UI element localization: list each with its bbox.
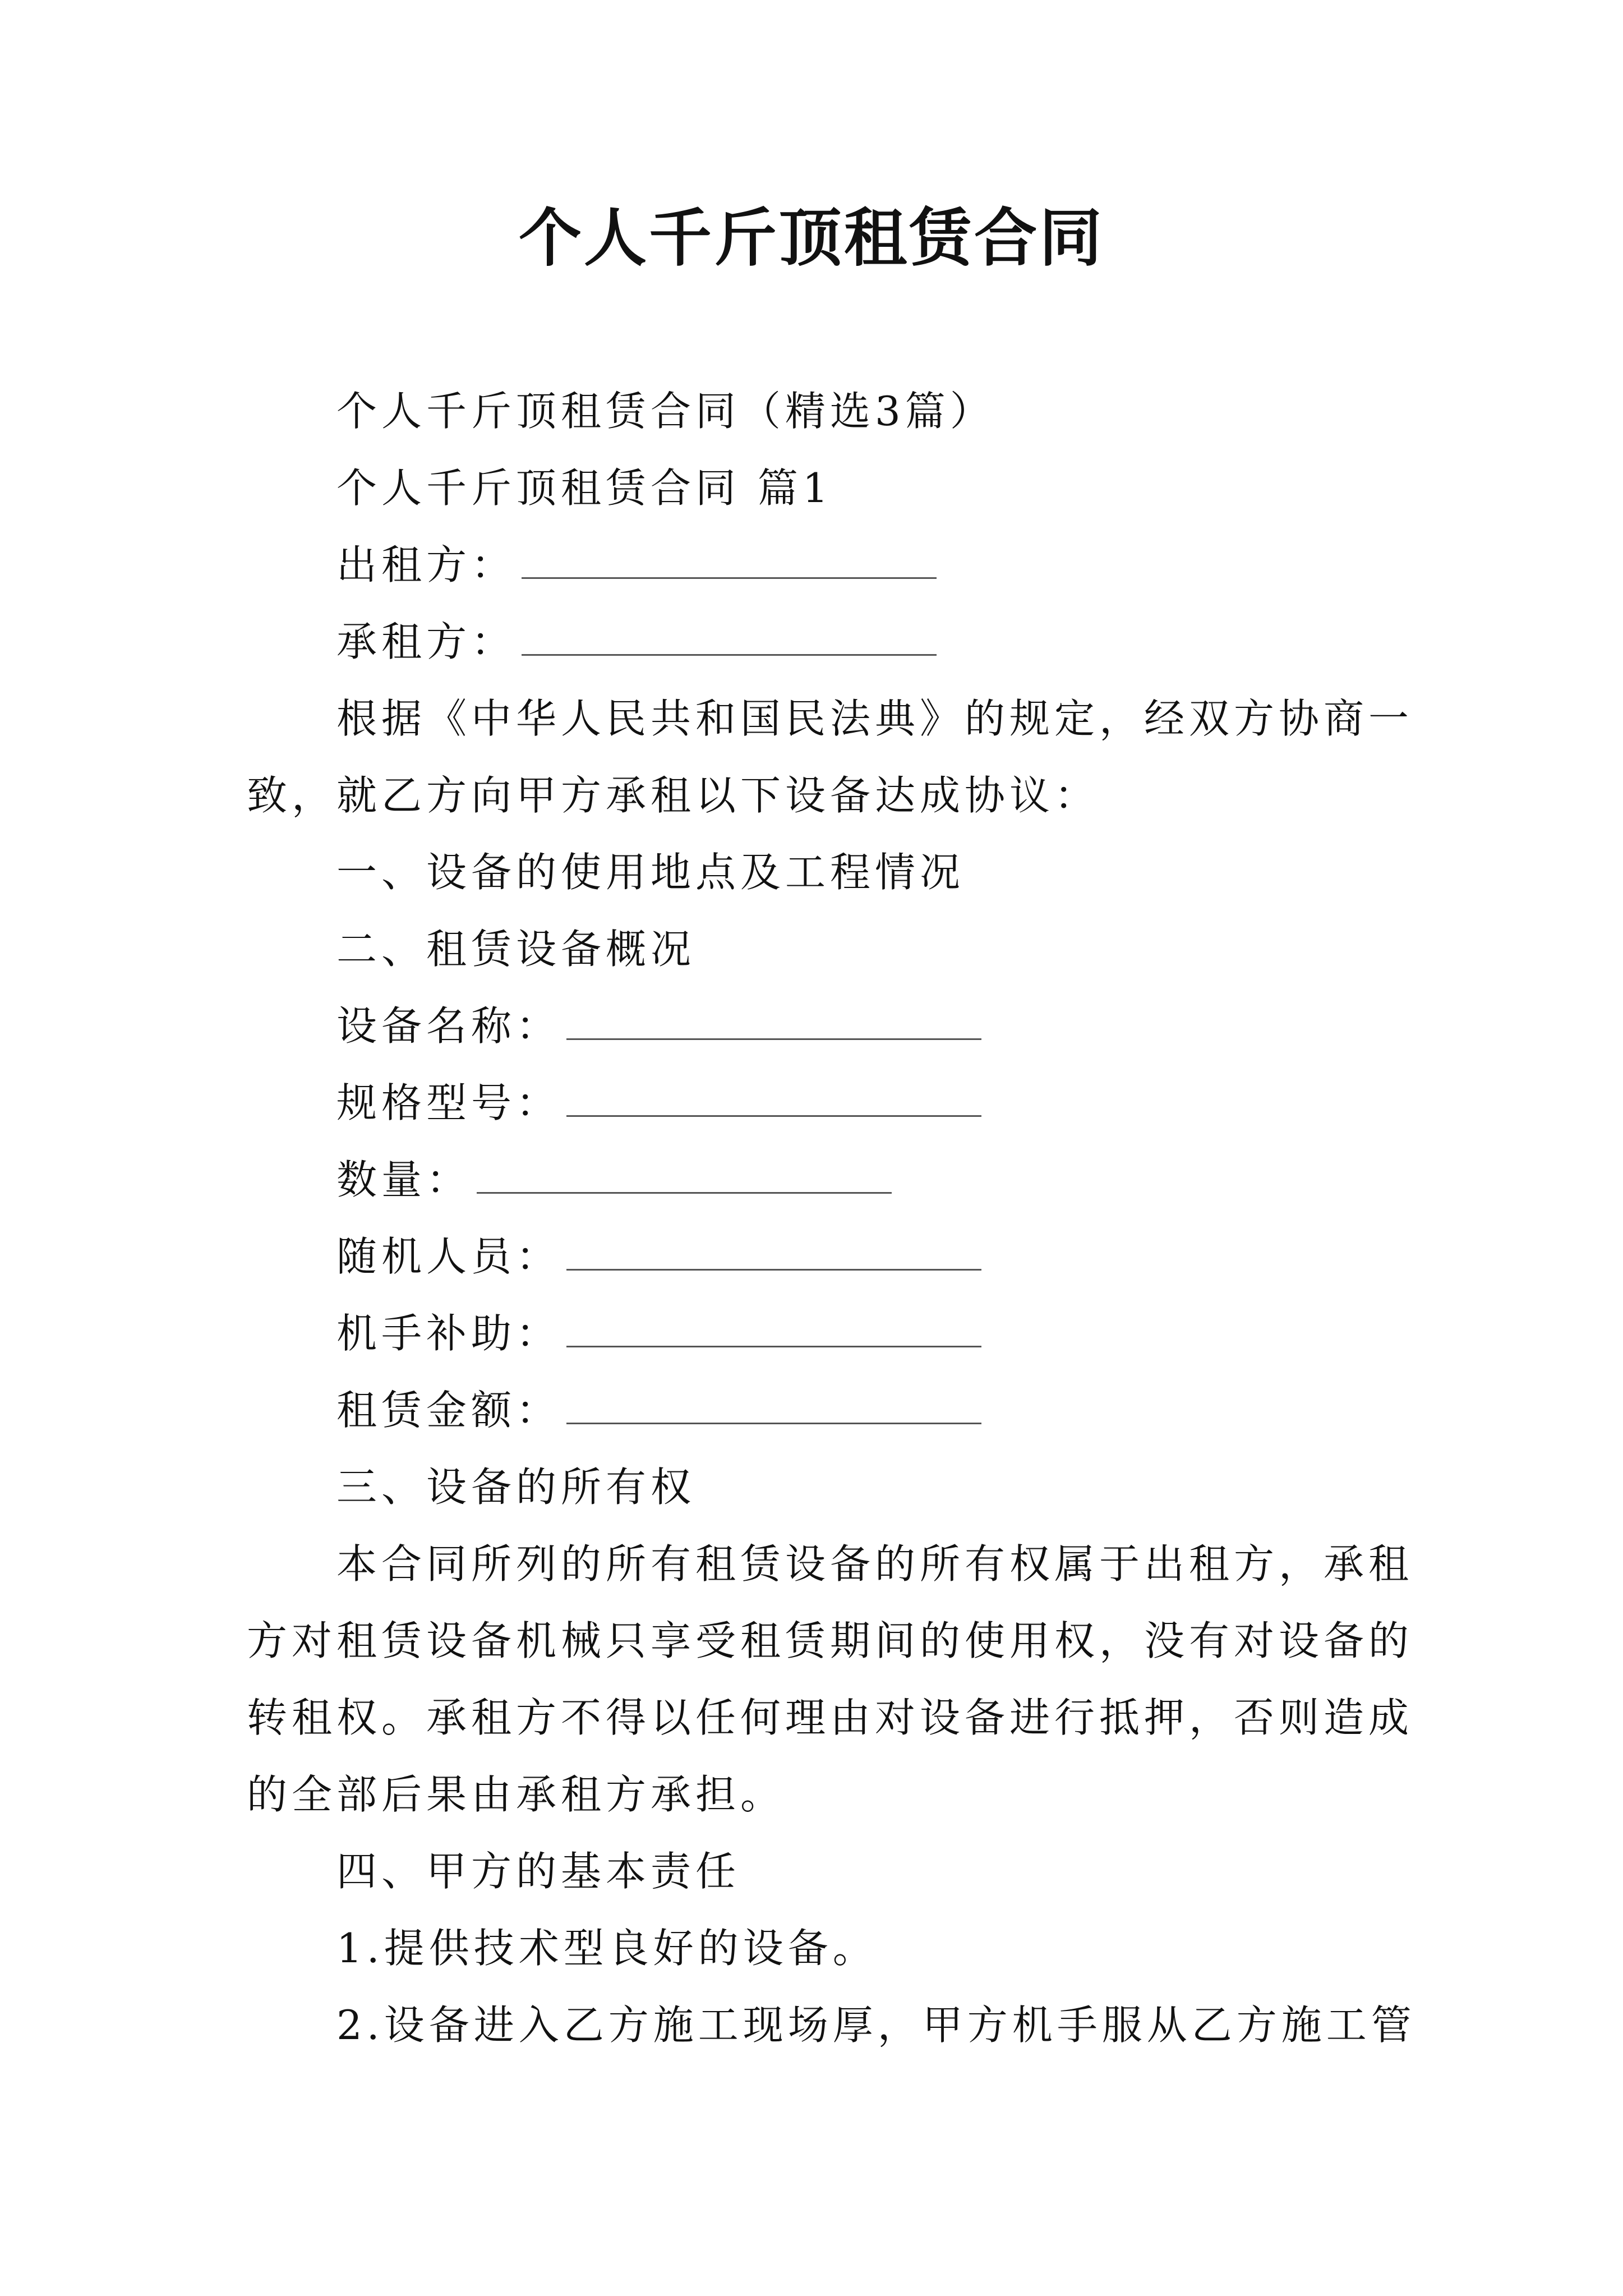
model-field bbox=[247, 1065, 1380, 1142]
operator-subsidy-field bbox=[247, 1295, 1380, 1372]
lessee-field bbox=[247, 604, 1380, 680]
field-label: 机手补助： bbox=[336, 1310, 561, 1357]
equipment-name-field bbox=[247, 988, 1380, 1065]
blank-line bbox=[566, 1038, 981, 1040]
field-label: 数量： bbox=[336, 1156, 472, 1203]
blank-line bbox=[566, 1269, 981, 1271]
paragraph-line: 转租权。承租方不得以任何理由对设备进行抵押，否则造成 bbox=[247, 1694, 1414, 1741]
section-heading: 个人千斤顶租赁合同 篇1 bbox=[336, 464, 833, 512]
list-item: 2.设备进入乙方施工现场厚，甲方机手服从乙方施工管 bbox=[336, 2001, 1416, 2049]
document-title: 个人千斤顶租赁合同 bbox=[519, 201, 1104, 275]
blank-line bbox=[522, 577, 937, 579]
field-label: 规格型号： bbox=[336, 1079, 561, 1126]
field-label: 设备名称： bbox=[336, 1002, 561, 1050]
field-label: 随机人员： bbox=[336, 1233, 561, 1280]
paragraph-line: 致，就乙方向甲方承租以下设备达成协议： bbox=[247, 772, 1100, 819]
paragraph-line: 方对租赁设备机械只享受租赁期间的使用权，没有对设备的 bbox=[247, 1617, 1414, 1664]
blank-line bbox=[566, 1423, 981, 1424]
quantity-field bbox=[247, 1142, 1380, 1218]
clause-heading: 四、甲方的基本责任 bbox=[336, 1848, 741, 1895]
clause-heading: 三、设备的所有权 bbox=[336, 1464, 696, 1511]
blank-line bbox=[522, 654, 937, 656]
subtitle: 个人千斤顶租赁合同（精选3篇） bbox=[336, 388, 995, 435]
clause-heading: 一、设备的使用地点及工程情况 bbox=[336, 849, 965, 896]
lessor-field bbox=[247, 527, 1380, 604]
clause-heading: 二、租赁设备概况 bbox=[336, 926, 696, 973]
field-label: 出租方： bbox=[336, 541, 517, 588]
document-body bbox=[247, 373, 1416, 2064]
paragraph-line: 根据《中华人民共和国民法典》的规定，经双方协商一 bbox=[336, 695, 1414, 742]
field-label: 承租方： bbox=[336, 618, 517, 665]
blank-line bbox=[477, 1192, 892, 1194]
paragraph-line: 本合同所列的所有租赁设备的所有权属于出租方，承租 bbox=[336, 1540, 1414, 1588]
field-label: 租赁金额： bbox=[336, 1387, 561, 1434]
blank-line bbox=[566, 1115, 981, 1117]
list-item: 1.提供技术型良好的设备。 bbox=[336, 1925, 878, 1972]
rental-amount-field bbox=[247, 1372, 1380, 1449]
blank-line bbox=[566, 1346, 981, 1347]
personnel-field bbox=[247, 1218, 1380, 1295]
paragraph-line: 的全部后果由承租方承担。 bbox=[247, 1771, 786, 1818]
